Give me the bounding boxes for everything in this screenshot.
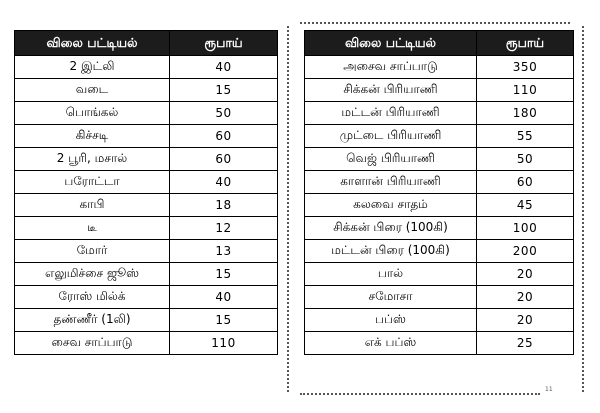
item-name-cell: பொங்கல் (15, 102, 170, 125)
price-cell: 60 (170, 125, 278, 148)
price-list-table-right (304, 30, 574, 355)
item-name-cell: சிக்கன் பிரை (100கி) (305, 217, 477, 240)
item-name-cell: எலுமிச்சை ஜூஸ் (15, 263, 170, 286)
item-column-header: விலை பட்டியல் (15, 31, 170, 56)
table-row (305, 148, 574, 171)
table-row (305, 240, 574, 263)
table-row (305, 102, 574, 125)
table-row (15, 125, 278, 148)
item-name-cell: 2 இட்லி (15, 56, 170, 79)
item-name-cell: அசைவ சாப்பாடு (305, 56, 477, 79)
item-name-cell: சைவ சாப்பாடு (15, 332, 170, 355)
price-cell: 100 (477, 217, 574, 240)
price-cell: 350 (477, 56, 574, 79)
price-cell: 55 (477, 125, 574, 148)
table-row (305, 79, 574, 102)
item-name-cell: சமோசா (305, 286, 477, 309)
price-cell: 50 (170, 102, 278, 125)
item-name-cell: டீ (15, 217, 170, 240)
price-cell: 13 (170, 240, 278, 263)
price-cell: 40 (170, 286, 278, 309)
dotted-border-bottom (300, 393, 540, 395)
table-row (15, 217, 278, 240)
item-name-cell: கலவை சாதம் (305, 194, 477, 217)
price-cell: 12 (170, 217, 278, 240)
item-name-cell: காளான் பிரியாணி (305, 171, 477, 194)
price-cell: 25 (477, 332, 574, 355)
table-row (15, 332, 278, 355)
price-cell: 200 (477, 240, 574, 263)
item-name-cell: வெஜ் பிரியாணி (305, 148, 477, 171)
price-cell: 20 (477, 263, 574, 286)
page-number: 11 (545, 386, 553, 393)
price-cell: 20 (477, 286, 574, 309)
price-cell: 18 (170, 194, 278, 217)
price-cell: 45 (477, 194, 574, 217)
page-footer (545, 386, 553, 393)
dotted-divider-left (287, 26, 289, 392)
item-name-cell: சிக்கன் பிரியாணி (305, 79, 477, 102)
price-column-header: ரூபாய் (170, 31, 278, 56)
table-header-row (15, 31, 278, 56)
table-row (15, 171, 278, 194)
table-row (305, 194, 574, 217)
price-list-table-left (14, 30, 278, 355)
item-name-cell: காபி (15, 194, 170, 217)
item-name-cell: 2 பூரி, மசால் (15, 148, 170, 171)
price-cell: 110 (477, 79, 574, 102)
price-column-header: ரூபாய் (477, 31, 574, 56)
table-header-row (305, 31, 574, 56)
table-row (305, 332, 574, 355)
item-name-cell: பப்ஸ் (305, 309, 477, 332)
table-row (15, 102, 278, 125)
dotted-divider-right (582, 26, 584, 392)
item-name-cell: மட்டன் பிரை (100கி) (305, 240, 477, 263)
table-row (305, 125, 574, 148)
table-row (15, 286, 278, 309)
item-name-cell: எக் பப்ஸ் (305, 332, 477, 355)
table-row (15, 309, 278, 332)
price-cell: 110 (170, 332, 278, 355)
table-row (305, 56, 574, 79)
table-row (15, 79, 278, 102)
price-cell: 20 (477, 309, 574, 332)
item-name-cell: பரோட்டா (15, 171, 170, 194)
price-cell: 60 (170, 148, 278, 171)
item-name-cell: கிச்சடி (15, 125, 170, 148)
price-cell: 40 (170, 56, 278, 79)
item-name-cell: தண்ணீர் (1லி) (15, 309, 170, 332)
price-cell: 50 (477, 148, 574, 171)
table-row (305, 171, 574, 194)
item-name-cell: ரோஸ் மில்க் (15, 286, 170, 309)
price-cell: 180 (477, 102, 574, 125)
item-column-header: விலை பட்டியல் (305, 31, 477, 56)
table-row (305, 217, 574, 240)
table-row (305, 263, 574, 286)
table-row (305, 286, 574, 309)
item-name-cell: முட்டை பிரியாணி (305, 125, 477, 148)
price-cell: 15 (170, 263, 278, 286)
dotted-border-top (300, 22, 570, 24)
table-row (15, 263, 278, 286)
price-cell: 15 (170, 79, 278, 102)
item-name-cell: மோர் (15, 240, 170, 263)
table-row (15, 56, 278, 79)
item-name-cell: வடை (15, 79, 170, 102)
table-row (15, 240, 278, 263)
item-name-cell: மட்டன் பிரியாணி (305, 102, 477, 125)
table-row (15, 194, 278, 217)
table-row (15, 148, 278, 171)
price-cell: 60 (477, 171, 574, 194)
table-row (305, 309, 574, 332)
item-name-cell: பால் (305, 263, 477, 286)
price-cell: 15 (170, 309, 278, 332)
price-cell: 40 (170, 171, 278, 194)
